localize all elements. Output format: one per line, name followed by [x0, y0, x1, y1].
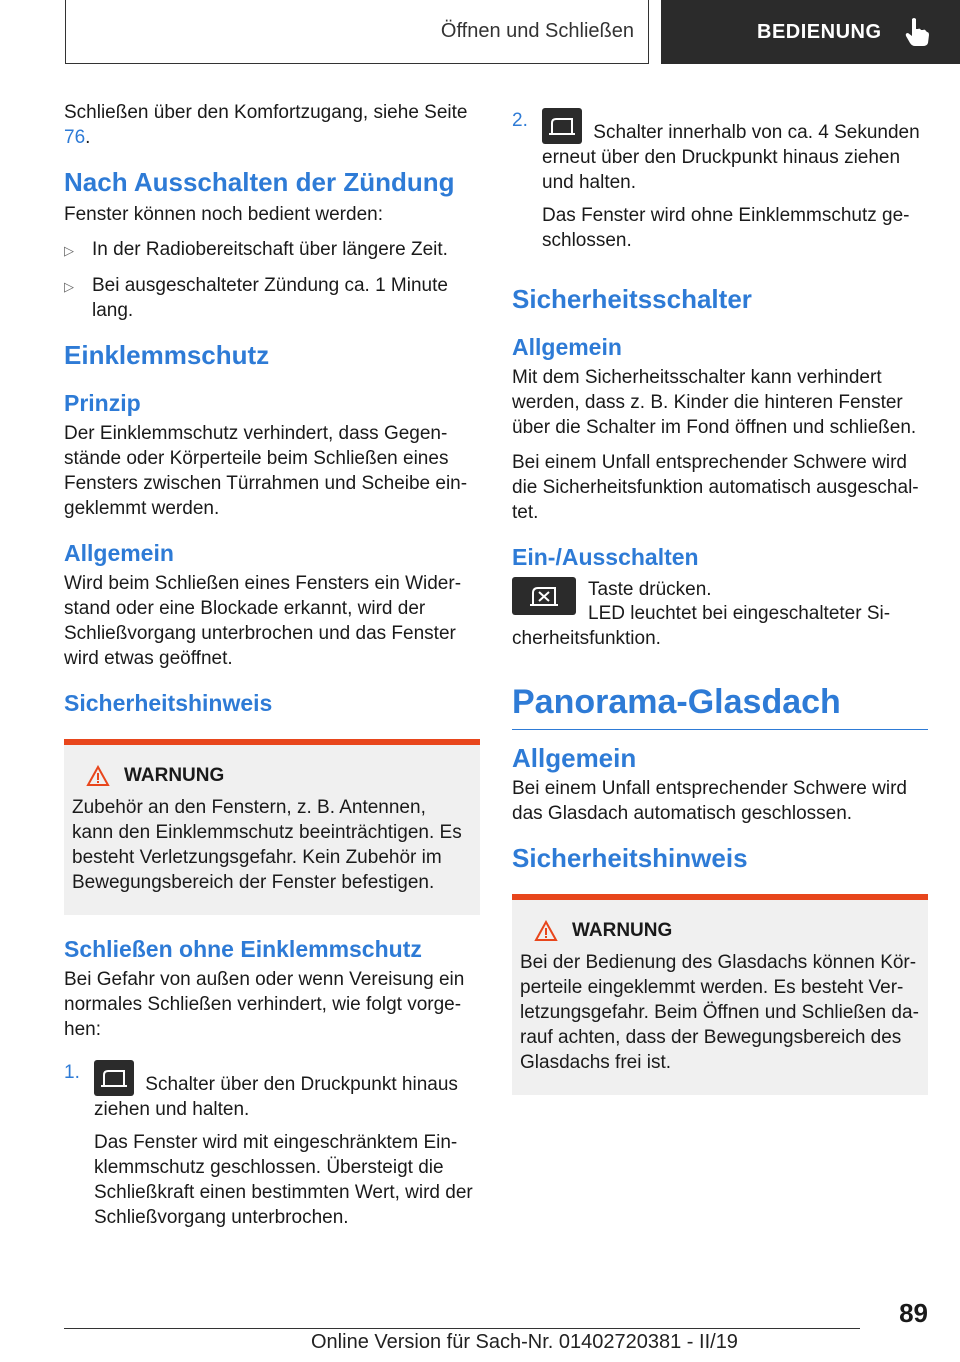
- heading-general: Allgemein: [512, 334, 622, 360]
- footer-divider: [64, 1328, 860, 1329]
- triangle-bullet-icon: ▷: [64, 279, 74, 294]
- warning-label: WARNUNG: [124, 765, 225, 786]
- window-switch-icon: [94, 1060, 134, 1096]
- page-number: 89: [899, 1298, 928, 1328]
- heading-after-ignition-off: Nach Ausschalten der Zündung: [64, 167, 455, 197]
- on-off-press-text: Taste drücken.: [588, 579, 712, 600]
- heading-general: Allgemein: [64, 540, 174, 566]
- warning-text: Zubehör an den Fenstern, z. B. Antennen, kann den Einklemmschutz beeinträchtigen. Es besteht Verletzungsgefahr. Kein Zubehör im Bewegungsbereich der Fenster befestigen.: [72, 797, 462, 893]
- heading-principle: Prinzip: [64, 390, 141, 416]
- safety-switch-text-2: Bei einem Unfall entsprechender Schwere wird die Sicherheitsfunktion automatisch ausgeschaltet.: [512, 452, 919, 523]
- header-chapter-title: BEDIENUNG: [757, 20, 882, 43]
- footer-online-version: Online Version für Sach-Nr. 01402720381 - II/19: [311, 1331, 738, 1353]
- left-column: [64, 100, 480, 1246]
- warning-box: [64, 739, 480, 915]
- heading-general-roof: Allgemein: [512, 743, 637, 773]
- step-1-result: Das Fenster wird mit eingeschränktem Einklemmschutz geschlossen. Übersteigt die Schließkraft einen bestimmten Wert, wird der Schließvorgang unterbrochen.: [94, 1132, 473, 1228]
- page-link-76[interactable]: 76: [64, 127, 86, 148]
- close-without-text: Bei Gefahr von außen oder wenn Vereisung ein normales Schließen verhindert, wie folgt vorgehen:: [64, 969, 465, 1040]
- step-number: 2.: [512, 110, 528, 131]
- heading-close-without-protection: Schließen ohne Einklemmschutz: [64, 936, 422, 962]
- hand-pointer-icon: [904, 17, 930, 47]
- step-number: 1.: [64, 1062, 80, 1083]
- heading-safety-note: Sicherheitshinweis: [64, 690, 273, 716]
- on-off-led-text: LED leuchtet bei eingeschalteter Sicherheitsfunktion.: [512, 603, 891, 649]
- header-section-box: [65, 0, 649, 64]
- heading-safety-switch: Sicherheitsschalter: [512, 284, 752, 314]
- warning-header: [534, 920, 920, 942]
- warning-box-roof: [512, 894, 928, 1095]
- step-2-text: Schalter innerhalb von ca. 4 Sekunden erneut über den Druckpunkt hinaus ziehen und halten.: [542, 122, 920, 193]
- step-2-result: Das Fenster wird ohne Einklemmschutz geschlossen.: [542, 205, 910, 251]
- heading-safety-note-roof: Sicherheitshinweis: [512, 843, 748, 873]
- heading-on-off: Ein-/Ausschalten: [512, 544, 699, 570]
- right-column: [512, 108, 928, 1115]
- warning-header: [86, 765, 472, 787]
- heading-pinch-protection: Einklemmschutz: [64, 340, 270, 370]
- principle-text: Der Einklemmschutz verhindert, dass Gegenstände oder Körperteile beim Schließen eines Fensters zwischen Türrahmen und Scheibe eingeklemmt werden.: [64, 423, 468, 519]
- warning-triangle-icon: [86, 765, 110, 787]
- heading-panorama-roof: Panorama-Glasdach: [512, 681, 928, 730]
- after-off-list: [64, 237, 480, 323]
- list-item: ▷ In der Radiobereitschaft über längere Zeit.: [64, 237, 480, 263]
- step-2: [512, 108, 928, 261]
- header-chapter-tab[interactable]: [661, 0, 960, 64]
- warning-label: WARNUNG: [572, 920, 673, 941]
- safety-switch-text-1: Mit dem Sicherheitsschalter kann verhindert werden, dass z. B. Kinder die hinteren Fenster über die Schalter im Fond öffnen und schließen.: [512, 367, 917, 438]
- step-1-text: Schalter über den Druckpunkt hinaus ziehen und halten.: [94, 1074, 458, 1120]
- triangle-bullet-icon: ▷: [64, 243, 74, 258]
- step-1: [64, 1060, 480, 1238]
- list-item: ▷ Bei ausgeschalteter Zündung ca. 1 Minute lang.: [64, 275, 448, 321]
- window-switch-icon: [542, 108, 582, 144]
- intro-text: Schließen über den Komfortzugang, siehe Seite 76.: [64, 102, 468, 148]
- warning-triangle-icon: [534, 920, 558, 942]
- after-off-text: Fenster können noch bedient werden:: [64, 204, 383, 225]
- warning-text-roof: Bei der Bedienung des Glasdachs können Körperteile eingeklemmt werden. Es besteht Verletzungsgefahr. Beim Öffnen und Schließen darauf achten, dass der Bewegungsbereich des Glasdachs frei ist.: [520, 952, 919, 1073]
- roof-general-text: Bei einem Unfall entsprechender Schwere wird das Glasdach automatisch geschlossen.: [512, 778, 907, 824]
- header-section-title: Öffnen und Schließen: [440, 20, 634, 42]
- general-text: Wird beim Schließen eines Fensters ein Widerstand oder eine Blockade erkannt, wird der Schließvorgang unterbrochen und das Fenster wird etwas geöffnet.: [64, 573, 462, 669]
